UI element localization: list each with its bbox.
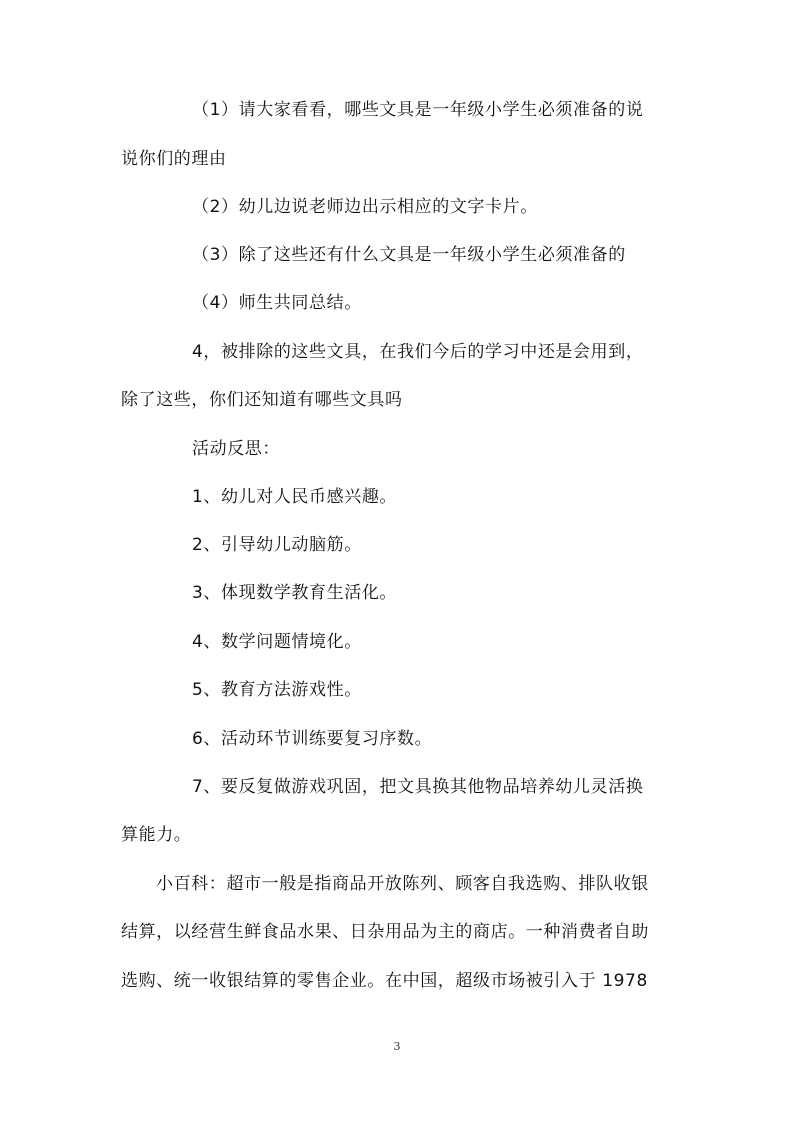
encyclopedia-line-2: 结算，以经营生鲜食品水果、日杂用品为主的商店。一种消费者自助 <box>121 922 649 942</box>
reflection-item-6: 6、活动环节训练要复习序数。 <box>192 729 433 749</box>
reflection-item-4: 4、数学问题情境化。 <box>192 632 362 652</box>
paragraph-line-4: （3）除了这些还有什么文具是一年级小学生必须准备的 <box>192 245 626 265</box>
page-number: 3 <box>393 1040 401 1053</box>
paragraph-line-2: 说你们的理由 <box>121 149 227 169</box>
paragraph-line-3: （2）幼儿边说老师边出示相应的文字卡片。 <box>192 197 538 217</box>
paragraph-line-7: 除了这些，你们还知道有哪些文具吗 <box>121 390 403 410</box>
reflection-item-3: 3、体现数学教育生活化。 <box>192 583 398 603</box>
paragraph-line-5: （4）师生共同总结。 <box>192 293 362 313</box>
encyclopedia-line-3: 选购、统一收银结算的零售企业。在中国，超级市场被引入于 1978 <box>121 971 648 991</box>
paragraph-line-1: （1）请大家看看，哪些文具是一年级小学生必须准备的说 <box>192 100 644 120</box>
reflection-item-7: 7、要反复做游戏巩固，把文具换其他物品培养幼儿灵活换 <box>192 777 644 797</box>
reflection-item-5: 5、教育方法游戏性。 <box>192 680 362 700</box>
encyclopedia-line-1: 小百科：超市一般是指商品开放陈列、顾客自我选购、排队收银 <box>156 874 649 894</box>
reflection-item-1: 1、幼儿对人民币感兴趣。 <box>192 487 398 507</box>
reflection-item-7-cont: 算能力。 <box>121 825 192 845</box>
reflection-item-2: 2、引导幼儿动脑筋。 <box>192 535 362 555</box>
paragraph-line-6: 4，被排除的这些文具，在我们今后的学习中还是会用到， <box>192 342 644 362</box>
section-heading: 活动反思： <box>192 439 280 459</box>
